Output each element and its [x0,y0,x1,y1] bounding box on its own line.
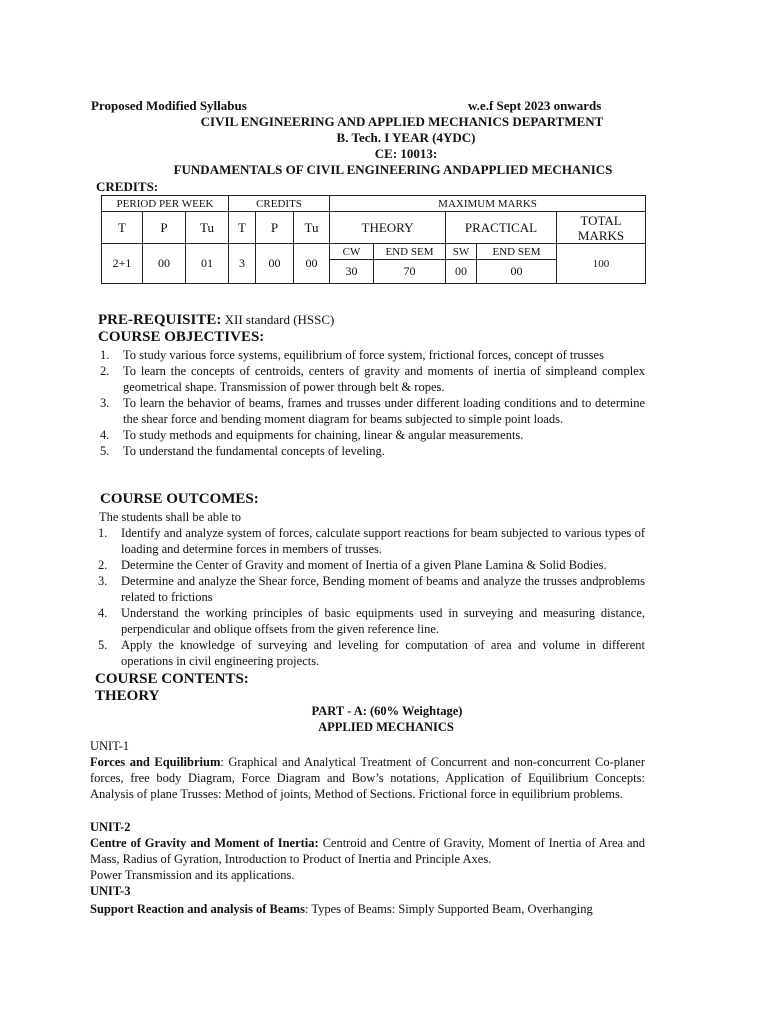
part-a-title: PART - A: (60% Weightage) [311,704,463,718]
total-marks-header: TOTAL MARKS [557,212,646,244]
mark-type-cell: END SEM [374,244,446,260]
sub-header: Tu [294,212,330,244]
sub-header: Tu [186,212,229,244]
mark-value-cell: 70 [374,260,446,284]
year-title: B. Tech. I YEAR (4YDC) [336,130,476,145]
total-value-cell: 100 [557,244,646,284]
sub-header: P [256,212,294,244]
value-cell: 2+1 [102,244,143,284]
theory-header: THEORY [330,212,446,244]
objectives-list [100,347,645,459]
mark-value-cell: 30 [330,260,374,284]
objective-item: 4. To study methods and equipments for chaining, linear & angular measurements. [100,428,524,442]
unit-2-heading: Centre of Gravity and Moment of Inertia: [90,836,319,850]
value-cell: 00 [294,244,330,284]
credits-label: CREDITS: [96,179,159,194]
objective-item: 2. To learn the concepts of centroids, centers of gravity and moments of inertia of simpleand complex geometrical shape. Transmission of power through belt & ropes. [100,364,645,394]
theory-title: THEORY [95,688,160,704]
sub-header: P [143,212,186,244]
practical-header: PRACTICAL [446,212,557,244]
unit-3-heading: Support Reaction and analysis of Beams [90,902,305,916]
objective-item: 5. To understand the fundamental concepts of leveling. [100,444,385,458]
sub-header: T [229,212,256,244]
value-cell: 3 [229,244,256,284]
unit-2-label: UNIT-2 [90,820,131,834]
unit-2-text: Centroid and Centre of Gravity, Moment of Inertia of Area and Mass, Radius of Gyration, Introduction to Product of Inertia and Principle Axes. [90,836,646,866]
unit-2-extra: Power Transmission and its applications. [90,868,295,882]
value-cell: 01 [186,244,229,284]
outcome-item: 1. Identify and analyze system of forces, calculate support reactions for beam subjected to various types of loading and determine forces in members of trusses. [98,526,645,556]
outcomes-title: COURSE OUTCOMES: [100,491,259,507]
unit-2-body [90,835,645,867]
department-title: CIVIL ENGINEERING AND APPLIED MECHANICS DEPARTMENT [200,114,604,129]
mark-value-cell: 00 [446,260,477,284]
outcome-item: 5. Apply the knowledge of surveying and leveling for computation of area and volume in different operations in civil engineering projects. [98,638,645,668]
outcome-item: 2. Determine the Center of Gravity and moment of Inertia of a given Plane Lamina & Solid Bodies. [98,558,607,572]
value-cell: 00 [143,244,186,284]
objective-item: 3. To learn the behavior of beams, frames and trusses under different loading conditions and to determine the shear force and bending moment diagram for beams subjected to simple point loads. [100,396,645,426]
mark-value-cell: 00 [477,260,557,284]
mark-type-cell: SW [446,244,477,260]
unit-3-label: UNIT-3 [90,884,131,898]
period-header: PERIOD PER WEEK [102,196,229,212]
prerequisite-value: XII standard (HSSC) [224,312,335,327]
unit-1-text: : Graphical and Analytical Treatment of Concurrent and non-concurrent Co-planer forces, free body Diagram, Force Diagram and Bow’s notations, Application of Equilibrium Concepts: Analysis of plane Trusses: Method of joints, Method of Sections. Frictional force in equilibrium problems. [90,755,645,801]
unit-3-text: : Types of Beams: Simply Supported Beam, Overhanging [304,902,593,916]
objectives-title: COURSE OBJECTIVES: [98,329,265,345]
mark-type-cell: END SEM [477,244,557,260]
sub-header: T [102,212,143,244]
course-title: FUNDAMENTALS OF CIVIL ENGINEERING ANDAPPLIED MECHANICS [173,162,613,177]
outcome-item: 3. Determine and analyze the Shear force, Bending moment of beams and analyze the trusses andproblems related to frictions [98,574,645,604]
unit-1-body [90,754,645,802]
unit-1-label: UNIT-1 [90,739,130,753]
unit-3-body [90,901,645,917]
objective-item: 1. To study various force systems, equilibrium of force system, frictional forces, concept of trusses [100,348,604,362]
effective-date: w.e.f Sept 2023 onwards [468,98,602,113]
outcome-item: 4. Understand the working principles of basic equipments used in surveying and measuring distance, perpendicular and oblique offsets from the given reference line. [98,606,645,636]
credits-table [101,195,646,284]
part-a-subtitle: APPLIED MECHANICS [318,720,454,734]
value-cell: 00 [256,244,294,284]
credits-header: CREDITS [229,196,330,212]
contents-title: COURSE CONTENTS: [95,671,249,687]
outcomes-intro: The students shall be able to [99,510,241,524]
course-code: CE: 10013: [374,146,438,161]
unit-1-heading: Forces and Equilibrium [90,755,221,769]
mark-type-cell: CW [330,244,374,260]
syllabus-label: Proposed Modified Syllabus [91,98,247,113]
prerequisite-label: PRE-REQUISITE: [98,312,222,328]
marks-header: MAXIMUM MARKS [330,196,646,212]
prerequisite [98,312,334,329]
outcomes-list [98,525,645,669]
